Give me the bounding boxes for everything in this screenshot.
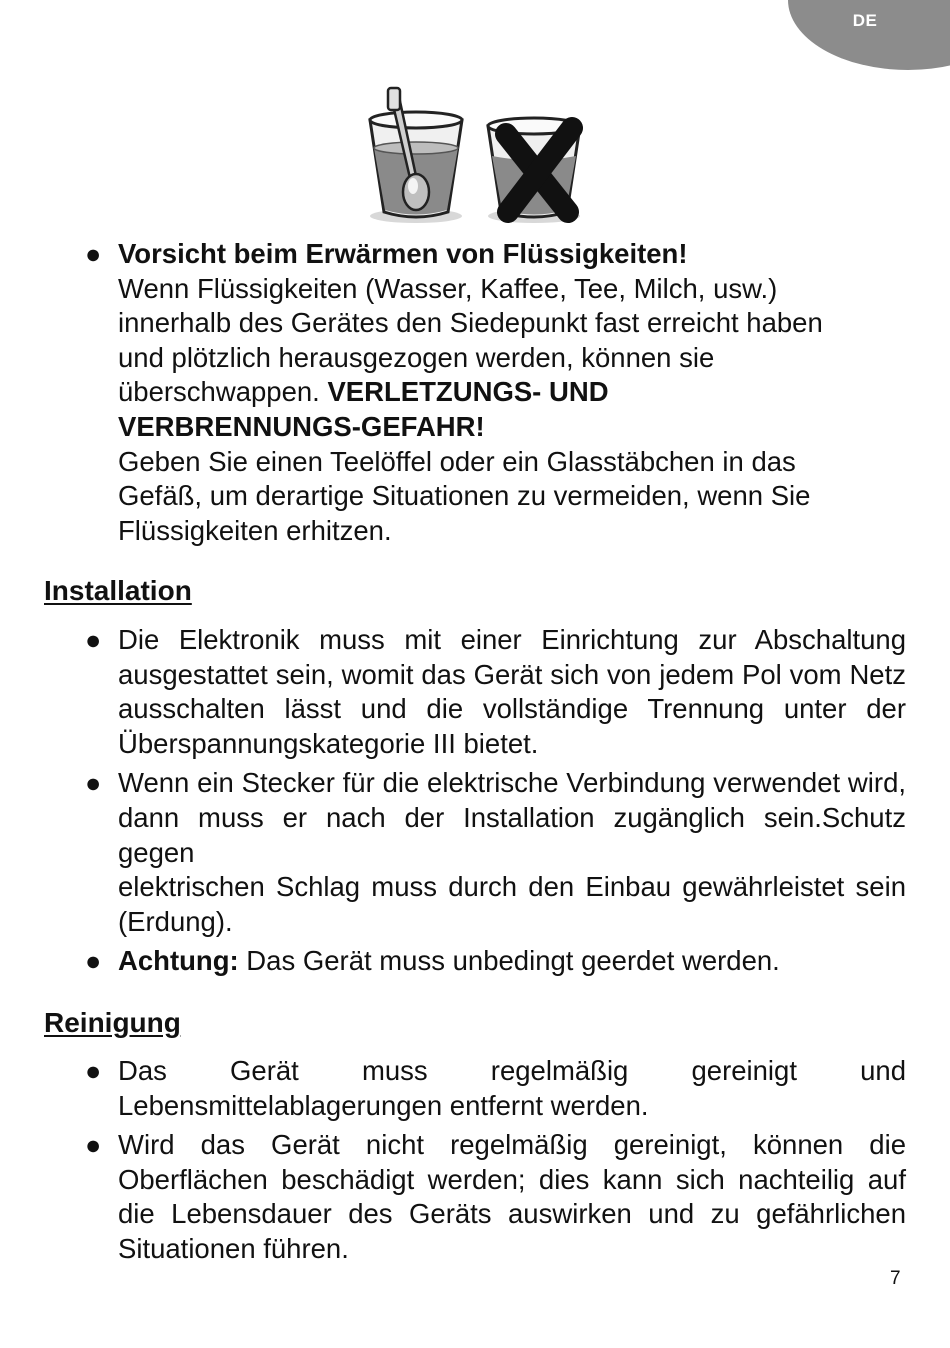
warning-line: Wenn Flüssigkeiten (Wasser, Kaffee, Tee, Milch, usw.) [118, 272, 778, 304]
warning-line: innerhalb des Gerätes den Siedepunkt fast erreicht haben [118, 307, 823, 339]
bullet-icon: ● [85, 946, 102, 977]
warning-title: Vorsicht beim Erwärmen von Flüssigkeiten! [118, 238, 688, 269]
language-label: DE [852, 11, 878, 30]
warning-item [0, 237, 950, 548]
glasses-illustration [358, 84, 594, 226]
warning-line: und plötzlich herausgezogen werden, können sie [118, 341, 715, 373]
installation-item-text: Die Elektronik muss mit einer Einrichtung zur Abschaltung ausgestattet sein, womit das Gerät sich von jedem Pol vom Netz ausschalten lässt und die vollständige Trennung unter der Überspannungskategorie III bietet. [118, 624, 906, 759]
danger-text: VERLETZUNGS- UND [327, 376, 609, 408]
installation-item-text: Wenn ein Stecker für die elektrische Verbindung verwendet wird, dann muss er nach der Installation zugänglich sein.Schutz gegen [118, 767, 906, 868]
danger-text: VERBRENNUNGS-GEFAHR! [118, 410, 485, 442]
installation-list [0, 623, 950, 979]
bullet-icon: ● [85, 625, 102, 655]
page-number: 7 [890, 1268, 901, 1289]
bullet-icon: ● [85, 768, 102, 799]
warning-line-text: überschwappen. [118, 376, 320, 408]
list-item [0, 1054, 950, 1123]
advice-line: Gefäß, um derartige Situationen zu vermeiden, wenn Sie [118, 480, 811, 512]
cleaning-item-text: Wird das Gerät nicht regelmäßig gereinigt, können die Oberflächen beschädigt werden; dies kann sich nachteilig auf die Lebensdauer des Geräts auswirken und zu gefährlichen Situationen führen. [118, 1129, 906, 1264]
installation-item-text [118, 944, 906, 979]
list-item [0, 944, 950, 979]
cleaning-list [0, 1054, 950, 1267]
installation-item-text: elektrischen Schlag muss durch den Einbau gewährleistet sein (Erdung). [118, 871, 906, 937]
bullet-icon: ● [85, 1056, 102, 1086]
bullet-icon: ● [85, 1130, 102, 1161]
list-item [0, 1128, 950, 1266]
advice-line: Flüssigkeiten erhitzen. [118, 514, 392, 546]
cleaning-item-text: Das Gerät muss regelmäßig gereinigt und Lebensmittelablagerungen entfernt werden. [118, 1055, 906, 1121]
bullet-icon: ● [85, 239, 102, 269]
list-item [0, 623, 950, 761]
attention-label: Achtung: [118, 945, 239, 977]
installation-heading: Installation [44, 575, 192, 606]
glass-with-spoon-icon [370, 88, 462, 223]
attention-text: Das Gerät muss unbedingt geerdet werden. [238, 945, 780, 977]
list-item [0, 766, 950, 939]
glass-crossed-out-icon [488, 118, 580, 223]
advice-line: Geben Sie einen Teelöffel oder ein Glasstäbchen in das [118, 445, 796, 477]
cleaning-heading: Reinigung [44, 1007, 181, 1038]
warning-list [0, 237, 950, 548]
warning-line [118, 375, 906, 410]
